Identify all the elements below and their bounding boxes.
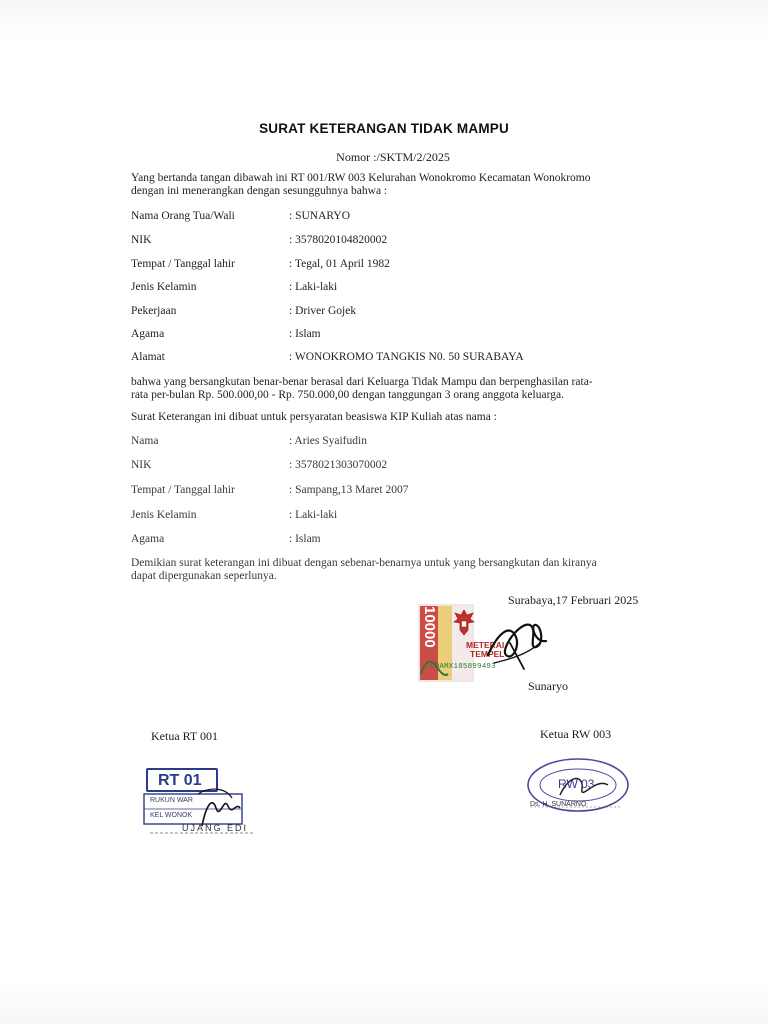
closing-line-2: dapat dipergunakan seperlunya. [131,570,277,582]
meterai-amount: 10000 [421,606,438,648]
rt-stamp: RT 01 [146,768,218,792]
parent-nik-label: NIK [131,234,152,246]
parent-address-label: Alamat [131,351,165,363]
student-birth-label: Tempat / Tanggal lahir [131,484,235,496]
place-date: Surabaya,17 Februari 2025 [508,593,639,607]
parent-nik-value: : 3578020104820002 [289,234,388,246]
rt-stamp-line-1: RUKUN WAR [150,797,193,804]
document-number: Nomor :/SKTM/2/2025 [336,150,450,164]
student-nik-value: : 3578021303070002 [289,459,388,471]
rw-label: Ketua RW 003 [540,727,612,741]
meterai-serial: COAMX185899493 [430,663,496,671]
signature-sunaryo [480,603,560,675]
rw-stamp: RW 03 [558,777,595,791]
parent-address-value: : WONOKROMO TANGKIS N0. 50 SURABAYA [289,351,524,363]
garuda-emblem-icon [452,608,476,638]
parent-gender-value: : Laki-laki [289,281,338,293]
student-religion-value: : Islam [289,533,321,545]
signer-name: Sunaryo [528,679,568,693]
purpose-line: Surat Keterangan ini dibuat untuk persyaratan beasiswa KIP Kuliah atas nama : [131,411,497,423]
parent-name-value: : SUNARYO [289,210,351,222]
student-name-value: : Aries Syaifudin [289,435,367,447]
parent-religion-value: : Islam [289,328,321,340]
document-title: SURAT KETERANGAN TIDAK MAMPU [259,121,509,136]
student-gender-value: : Laki-laki [289,509,338,521]
rt-stamp-line-2: KEL WONOK [150,812,193,819]
student-nik-label: NIK [131,459,152,471]
rt-chairman-name: UJANG EDI [182,823,249,833]
intro-line-2: dengan ini menerangkan dengan sesungguhnya bahwa : [131,185,388,197]
intro-line-1: Yang bertanda tangan dibawah ini RT 001/RW 003 Kelurahan Wonokromo Kecamatan Wonokromo [131,172,591,184]
statement-line-1: bahwa yang bersangkutan benar-benar berasal dari Keluarga Tidak Mampu dan berpenghasilan rata- [131,376,593,388]
parent-job-value: : Driver Gojek [289,305,357,317]
parent-gender-label: Jenis Kelamin [131,281,197,293]
student-gender-label: Jenis Kelamin [131,509,197,521]
parent-name-label: Nama Orang Tua/Wali [131,210,235,222]
rw-chairman-name: Ds. H. SUNARNO [530,801,587,808]
parent-religion-label: Agama [131,328,165,340]
rt-label: Ketua RT 001 [151,729,219,743]
statement-line-2: rata per-bulan Rp. 500.000,00 - Rp. 750.000,00 dengan tanggungan 3 orang anggota keluarga. [131,389,564,401]
parent-birth-label: Tempat / Tanggal lahir [131,258,235,270]
student-birth-value: : Sampang,13 Maret 2007 [289,484,409,496]
meterai-label-line-2: TEMPEL [470,649,505,659]
parent-job-label: Pekerjaan [131,305,177,317]
meterai-label-line-1: METERAI [466,640,505,650]
parent-birth-value: : Tegal, 01 April 1982 [289,258,390,270]
student-religion-label: Agama [131,533,165,545]
closing-line-1: Demikian surat keterangan ini dibuat dengan sebenar-benarnya untuk yang bersangkutan dan kiranya [131,557,597,569]
student-name-label: Nama [131,435,159,447]
rt-name-underline [150,830,254,836]
